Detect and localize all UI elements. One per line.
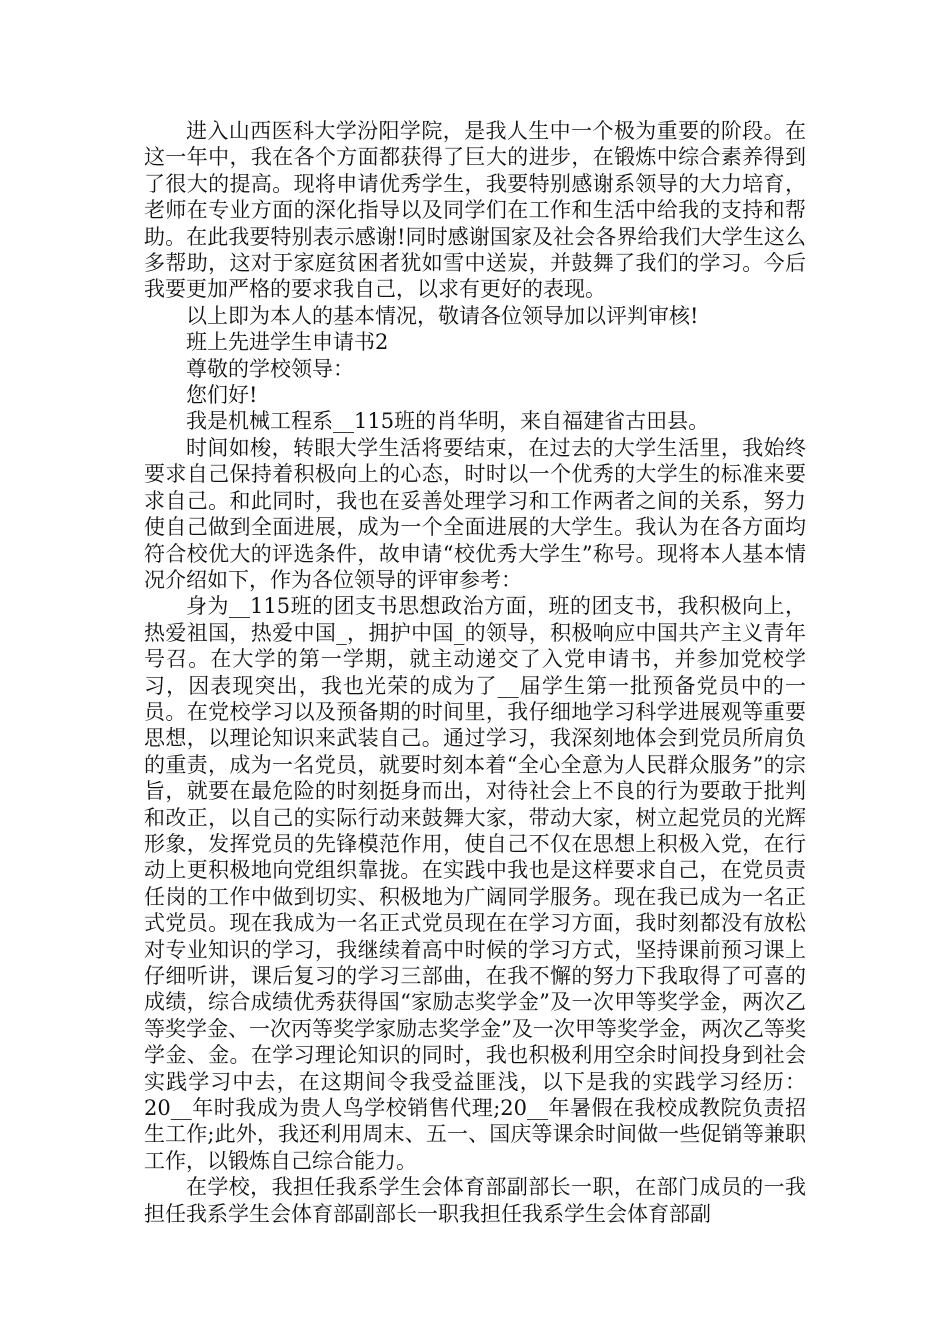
greeting: 您们好! [186,383,258,408]
paragraph-intro: 进入山西医科大学汾阳学院，是我人生中一个极为重要的阶段。在这一年中，我在各个方面都获得了巨大的进步，在锻炼中综合素养得到了很大的提高。现将申请优秀学生，我要特别感谢系领导的大力培育，老师在专业方面的深化指导以及同学们在工作和生活中给我的支持和帮助。在此我要特别表示感谢!同时感谢国家及社会各界给我们大学生这么多帮助，这对于家庭贫困者犹如雪中送炭，并鼓舞了我们的学习。今后我要更加严格的要求我自己，以求有更好的表现。 [144,119,806,302]
paragraph-overview: 时间如梭，转眼大学生活将要结束，在过去的大学生活里，我始终要求自己保持着积极向上的心态，时时以一个优秀的大学生的标准来要求自己。和此同时，我也在妥善处理学习和工作两者之间的关系，努力使自己做到全面进展，成为一个全面进展的大学生。我认为在各方面均符合校优大的评选条件，故申请“校优秀大学生”称号。现将本人基本情况介绍如下，作为各位领导的评审参考： [144,435,806,592]
paragraph-self-intro: 我是机械工程系__115班的肖华明，来自福建省古田县。 [186,409,710,434]
paragraph-school-work: 在学校，我担任我系学生会体育部副部长一职，在部门成员的一我担任我系学生会体育部副部长一职我担任我系学生会体育部副 [144,1175,806,1226]
section-title: 班上先进学生申请书2 [186,330,389,355]
salutation: 尊敬的学校领导： [186,356,354,381]
document-body [144,118,806,1227]
paragraph-details: 身为__115班的团支书思想政治方面，班的团支书，我积极向上，热爱祖国，热爱中国_，拥护中国_的领导，积极响应中国共产主义青年号召。在大学的第一学期，就主动递交了入党申请书，并参加党校学习，因表现突出，我也光荣的成为了__届学生第一批预备党员中的一员。在党校学习以及预备期的时间里，我仔细地学习科学进展观等重要思想，以理论知识来武装自己。通过学习，我深刻地体会到党员所肩负的重责，成为一名党员，就要时刻本着“全心全意为人民群众服务”的宗旨，就要在最危险的时刻挺身而出，对待社会上不良的行为要敢于批判和改正，以自己的实际行动来鼓舞大家，带动大家，树立起党员的光辉形象，发挥党员的先锋模范作用，使自己不仅在思想上积极入党，在行动上更积极地向党组织靠拢。在实践中我也是这样要求自己，在党员责任岗的工作中做到切实、积极地为广阔同学服务。现在我已成为一名正式党员。现在我成为一名正式党员现在在学习方面，我时刻都没有放松对专业知识的学习，我继续着高中时候的学习方式，坚持课前预习课上仔细听讲，课后复习的学习三部曲，在我不懈的努力下我取得了可喜的成绩，综合成绩优秀获得国“家励志奖学金”及一次甲等奖学金，两次乙等奖学金、一次丙等奖学家励志奖学金”及一次甲等奖学金，两次乙等奖学金、金。在学习理论知识的同时，我也积极利用空余时间投身到社会实践学习中去，在这期间令我受益匪浅，以下是我的实践学习经历：20__年时我成为贵人鸟学校销售代理;20__年暑假在我校成教院负责招生工作;此外，我还利用周末、五一、国庆等课余时间做一些促销等兼职工作，以锻炼自己综合能力。 [144,594,806,1173]
paragraph-closing: 以上即为本人的基本情况，敬请各位领导加以评判审核! [186,303,699,328]
